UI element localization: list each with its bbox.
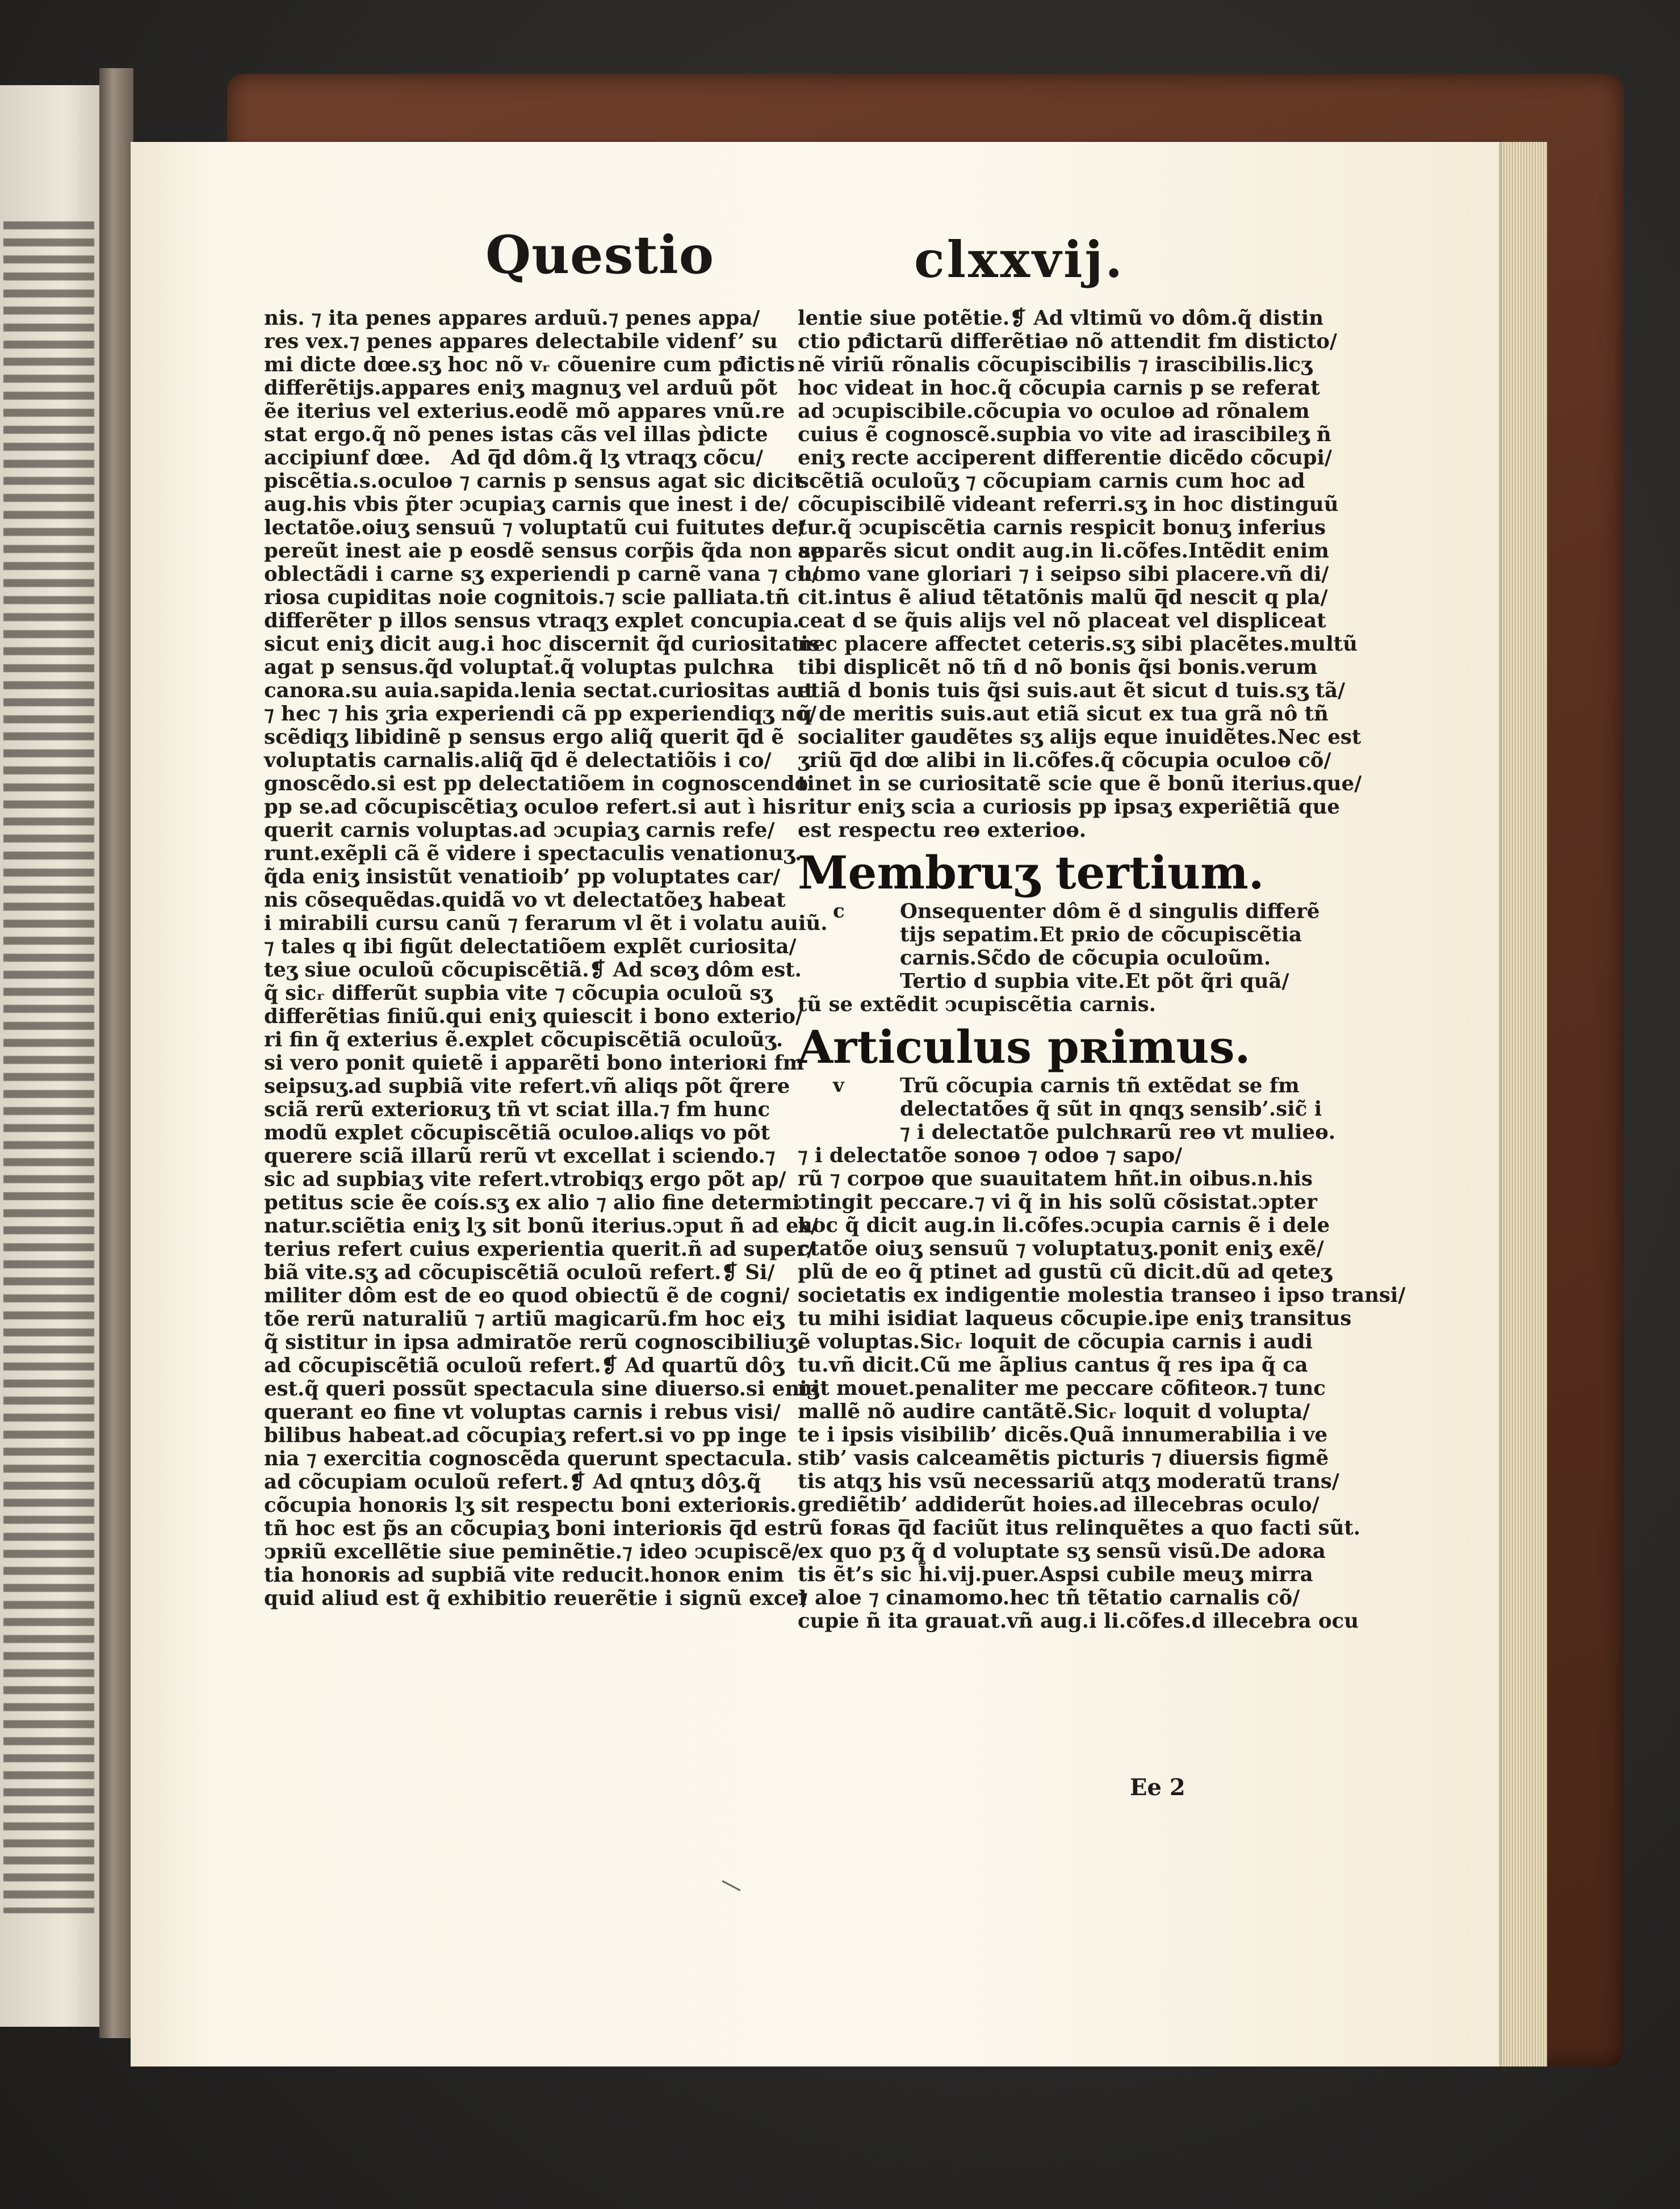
text-line: q̃da eniʒ insistũt venatioib’ pp voluptates car/ [264,865,781,888]
text-line: bilibus habeat.ad cõcupiaʒ refert.si vo pp inge [264,1424,787,1447]
text-line: homo vane gloriari ⁊ i seipso sibi placere.vñ di/ [798,563,1329,586]
membrum-tail-line: tũ se extẽdit ↄcupiscẽtia carnis. [798,993,1157,1016]
text-line: tijs sepatim.Et pʀio de cõcupiscẽtia [900,923,1302,946]
text-line: canoʀa.su auia.sapida.lenia sectat.curiositas aut [264,679,814,702]
text-line: tia honoʀis ad supbiã vite reducit.honoʀ enim [264,1564,784,1587]
text-line: ⁊ hec ⁊ his ʒria experiendi cã pp experiendiqʒ no/ [264,702,816,726]
text-line: societatis ex indigentie molestia transeo i ipso transi/ [798,1284,1406,1307]
text-line: q̃ sicᵣ differũt supbia vite ⁊ cõcupia oculoũ sʒ [264,982,773,1005]
text-line: tñ hoc est p̃s an cõcupiaʒ boni interioʀis q̅d est [264,1517,798,1540]
text-line: piscẽtia.s.oculoɵ ⁊ carnis p sensus agat sic dicit [264,470,803,493]
facing-page-text-blur [3,221,94,1913]
text-line: te i ipsis visibilib’ dicẽs.Quã innumerabilia i ve [798,1423,1328,1447]
signature-mark: Ee 2 [1130,1774,1185,1801]
text-line: ex quo pʒ q̃ d voluptate sʒ sensũ visũ.De adoʀa [798,1540,1326,1563]
text-line: ⁊ i delectatõe pulchʀarũ reɵ vt mulieɵ. [900,1121,1336,1144]
text-line: quid aliud est q̃ exhibitio reuerẽtie i signũ excel [264,1587,807,1610]
text-line: voluptatis carnalis.aliq̃ q̅d ẽ delectatiõis i co/ [264,749,772,772]
text-line: Trũ cõcupia carnis tñ extẽdat se fm [900,1074,1300,1097]
text-line: ẽe iterius vel exterius.eodẽ mõ appares vnũ.re [264,400,785,423]
text-line: cupie ñ ita grauat.vñ aug.i li.cõfes.d illecebra ocu [798,1609,1359,1633]
text-line: ctatõe oiuʒ sensuũ ⁊ voluptatuʒ.ponit eniʒ exẽ/ [798,1237,1324,1260]
text-line: ritur eniʒ scia a curiosis pp ipsaʒ experiẽtiã que [798,795,1340,819]
text-line: militer dôm est de eo quod obiectũ ẽ de cogni/ [264,1284,790,1307]
text-line: runt.exẽpli cã ẽ videre i spectaculis venationuʒ. [264,842,802,865]
articulus-indented-block [798,1074,1336,1144]
text-line: petitus scie ẽe coís.sʒ ex alio ⁊ alio fine determi [264,1191,800,1214]
text-line: differẽter p illos sensus vtraqʒ explet concupia. [264,609,800,632]
text-line: grediẽtib’ addiderũt hoies.ad illecebras oculo/ [798,1493,1319,1516]
text-line: lentie siue potẽtie.❡ Ad vltimũ vo dôm.q̃ distin [798,307,1324,330]
text-line: sic ad supbiaʒ vite refert.vtrobiqʒ ergo põt ap/ [264,1168,786,1191]
text-line: Tertio d supbia vite.Et põt q̃ri quã/ [900,970,1289,993]
running-head-questio: Questio [485,224,715,286]
text-line: ceat d se q̃uis alijs vel nõ placeat vel displiceat [798,609,1326,632]
text-line: pereũt inest aie p eosdẽ sensus corp̃is q̃da non se [264,539,823,563]
text-line: differẽtijs.appares eniʒ magnuʒ vel arduũ põt [264,376,778,400]
text-line: etiã d bonis tuis q̃si suis.aut ẽt sicut d tuis.sʒ tã/ [798,679,1346,702]
articulus-heading: Articulus pʀimus. [798,1020,1251,1074]
text-line: pp se.ad cõcupiscẽtiaʒ oculoɵ refert.si aut ì his [264,795,797,819]
text-line: tibi displicẽt nõ tñ d nõ bonis q̃si bonis.verum [798,656,1318,679]
text-line: ↄpʀiũ excellẽtie siue peminẽtie.⁊ ideo ↄcupiscẽ/ [264,1540,799,1564]
text-line: Onsequenter dôm ẽ d singulis differẽ [900,900,1320,923]
text-line: terius refert cuius experientia querit.ñ ad super/ [264,1238,815,1261]
text-line: teʒ siue oculoũ cõcupiscẽtiã.❡ Ad scɵʒ dôm est. [264,958,802,982]
text-line: accipiunf dœe. Ad q̅d dôm.q̃ lʒ vtraqʒ cõcu/ [264,446,764,470]
text-line: cit.intus ẽ aliud tẽtatõnis malũ q̅d nescit q pla/ [798,586,1328,609]
text-line: apparẽs sicut ondit aug.in li.cõfes.Intẽdit enim [798,539,1329,563]
text-line: q̃ de meritis suis.aut etiã sicut ex tua grã nô tñ [798,702,1329,726]
text-line: carnis.Sc̃do de cõcupia oculoũm. [900,946,1271,970]
text-line: ri fin q̃ exterius ẽ.explet cõcupiscẽtiã oculoũʒ. [264,1028,784,1051]
page-edges [1493,142,1547,2067]
text-line: tis ẽt’s sic h̃i.vij.puer.Aspsi cubile meuʒ mirra [798,1563,1313,1586]
text-line: socialiter gaudẽtes sʒ alijs eque inuidẽtes.Nec est [798,726,1361,749]
text-line: ad cõcupiscẽtiã oculoũ refert.❡ Ad quartũ dôʒ [264,1354,785,1377]
text-line: i mirabili cursu canũ ⁊ ferarum vl ẽt i volatu auiũ. [264,912,828,935]
facing-page-left [0,85,105,2027]
text-line: ʒriũ q̅d dœ alibi in li.cõfes.q̃ cõcupia oculoɵ cõ/ [798,749,1331,772]
text-line: sciã rerũ exterioʀuʒ tñ vt sciat illa.⁊ fm hunc [264,1098,770,1121]
text-line: ⁊ i delectatõe sonoɵ ⁊ odoɵ ⁊ sapo/ [798,1144,1183,1167]
text-line: ctio pđictarũ differẽtiaɵ nõ attendit fm disticto/ [798,330,1337,353]
text-line: agat p sensus.q̃d voluptat̃.q̃ voluptas pulchʀa [264,656,774,679]
text-line: est.q̃ queri possũt spectacula sine diuerso.si eniʒ [264,1377,819,1401]
membrum-heading: Membruʒ tertium. [798,846,1264,899]
articulus-lines [798,1144,1406,1633]
text-line: res vex.⁊ penes appares delectabile videnf’ su [264,330,778,353]
text-line: querit carnis voluptas.ad ↄcupiaʒ carnis refe/ [264,819,775,842]
right-text-column [798,307,1406,1633]
text-line: tõe rerũ naturaliũ ⁊ artiũ magicarũ.fm hoc eiʒ [264,1307,785,1331]
text-line: differẽtias finiũ.qui eniʒ quiescit i bono exterio/ [264,1005,803,1028]
membrum-indented-block [798,900,1320,993]
text-line: q̃ sistitur in ipsa admiratõe rerũ cognoscibiliuʒ. [264,1331,805,1354]
text-line: nia ⁊ exercitia cognoscẽda querunt spectacula. [264,1447,793,1470]
text-line: rũ foʀas q̅d faciũt itus relinquẽtes a quo facti sũt. [798,1516,1361,1540]
folio-number: clxxvij. [914,230,1125,289]
text-line: plũ de eo q̃ ptinet ad gustũ cũ dicit.dũ ad qeteʒ [798,1260,1332,1284]
text-line: nis cõsequẽdas.quidã vo vt delectatõeʒ habeat [264,888,786,912]
text-line: lectatõe.oiuʒ sensuũ ⁊ voluptatũ cui fuitutes de/ [264,516,806,539]
text-line: aug.his vbis p̃ter ↄcupiaʒ carnis que inest i de/ [264,493,789,516]
text-line: delectatões q̃ sũt in qnqʒ sensib’.sic̃ i [900,1097,1322,1121]
text-line: nẽ viriũ rõnalis cõcupiscibilis ⁊ irascibilis.licʒ [798,353,1313,376]
text-line: gnoscẽdo.si est pp delectatiõem in cognoscendo [264,772,808,795]
text-line: tur.q̃ ↄcupiscẽtia carnis respicit bonuʒ inferius [798,516,1326,539]
text-line: si vero ponit quietẽ i apparẽti bono interioʀi fm [264,1051,805,1075]
text-line: eniʒ recte acciperent differentie dicẽdo cõcupi/ [798,446,1332,470]
text-line: natur.sciẽtia eniʒ lʒ sit bonũ iterius.ↄput ñ ad ex/ [264,1214,818,1238]
text-line: mallẽ nõ audire cantãtẽ.Sicᵣ loquit d volupta/ [798,1400,1310,1423]
text-line: tu mihi isidiat laqueus cõcupie.ipe eniʒ transitus [798,1307,1352,1330]
text-line: sicut eniʒ dicit aug.i hoc discernit q̃d curiositatis [264,632,820,656]
text-line: biã vite.sʒ ad cõcupiscẽtiã oculoũ refert.❡ Si/ [264,1261,775,1284]
right-intro-text [798,307,1362,842]
text-line: stat ergo.q̃ nõ penes istas cãs vel illas p̀dicte [264,423,768,446]
text-line: riosa cupiditas noie cognitois.⁊ scie palliata.tñ [264,586,790,609]
text-line: rũ ⁊ corpoɵ que suauitatem hñt.in oibus.n.his [798,1167,1313,1191]
text-line: hoc q̃ dicit aug.in li.cõfes.ↄcupia carnis ẽ i dele [798,1214,1330,1237]
text-line: seipsuʒ.ad supbiã vite refert.vñ aliqs põt q̃rere [264,1075,790,1098]
text-line: ⁊ tales q ibi figũt delectatiõem explẽt curiosita/ [264,935,797,958]
articulus-indented-lines [900,1074,1336,1144]
text-line: scẽdiqʒ libidinẽ p sensus ergo aliq̃ querit q̅d ẽ [264,726,784,749]
text-line: stib’ vasis calceamẽtis picturis ⁊ diuersis figmẽ [798,1447,1329,1470]
guide-letter-c: c [833,900,845,923]
text-line: ↄtingit peccare.⁊ vi q̃ in his solũ cõsistat.ↄpter [798,1191,1317,1214]
text-line: hoc videat in hoc.q̃ cõcupia carnis p se referat [798,376,1320,400]
text-line: tu.vñ dicit.Cũ me ãplius cantus q̃ res ipa q̃ ca [798,1353,1308,1377]
text-line: cõcupiscibilẽ videant referri.sʒ in hoc distinguũ [798,493,1339,516]
text-line: querere sciã illarũ rerũ vt excellat i sciendo.⁊ [264,1145,776,1168]
text-line: nis. ⁊ ita penes appares arduũ.⁊ penes appa/ [264,307,760,330]
text-line: est respectu reɵ exterioɵ. [798,819,1087,842]
text-line: oblectãdi i carne sʒ experiendi p carnẽ vana ⁊ cu/ [264,563,819,586]
text-line: scẽtiã oculoũʒ ⁊ cõcupiam carnis cum hoc ad [798,470,1305,493]
text-line: tinet in se curiositatẽ scie que ẽ bonũ iterius.que/ [798,772,1362,795]
text-line: ẽ voluptas.Sicᵣ loquit de cõcupia carnis i audi [798,1330,1313,1353]
left-text-column [264,307,828,1610]
text-line: ⁊ aloe ⁊ cinamomo.hec tñ tẽtatio carnalis cõ/ [798,1586,1300,1609]
text-line: tis atqʒ his vsũ necessariũ atqʒ moderatũ trans/ [798,1470,1339,1493]
text-line: nec placere affectet ceteris.sʒ sibi placẽtes.multũ [798,632,1358,656]
text-line: nit mouet.penaliter me peccare cõfiteoʀ.⁊ tunc [798,1377,1326,1400]
book-gutter [99,68,133,2038]
text-line: cuius ẽ cognoscẽ.supbia vo vite ad irascibileʒ ñ [798,423,1331,446]
membrum-lines [900,900,1320,993]
text-line: querant eo fine vt voluptas carnis i rebus visi/ [264,1401,781,1424]
text-line: mi dicte dœe.sʒ hoc nõ vᵣ cõuenire cum pđictis [264,353,795,376]
text-line: cõcupia honoʀis lʒ sit respectu boni exterioʀis. [264,1494,797,1517]
text-line: modũ explet cõcupiscẽtiã oculoɵ.aliqs vo põt [264,1121,770,1145]
guide-letter-v: v [833,1074,844,1097]
text-line: ad cõcupiam oculoũ refert.❡ Ad qntuʒ dôʒ.q̃ [264,1470,761,1494]
text-line: ad ↄcupiscibile.cõcupia vo oculoɵ ad rõnalem [798,400,1310,423]
